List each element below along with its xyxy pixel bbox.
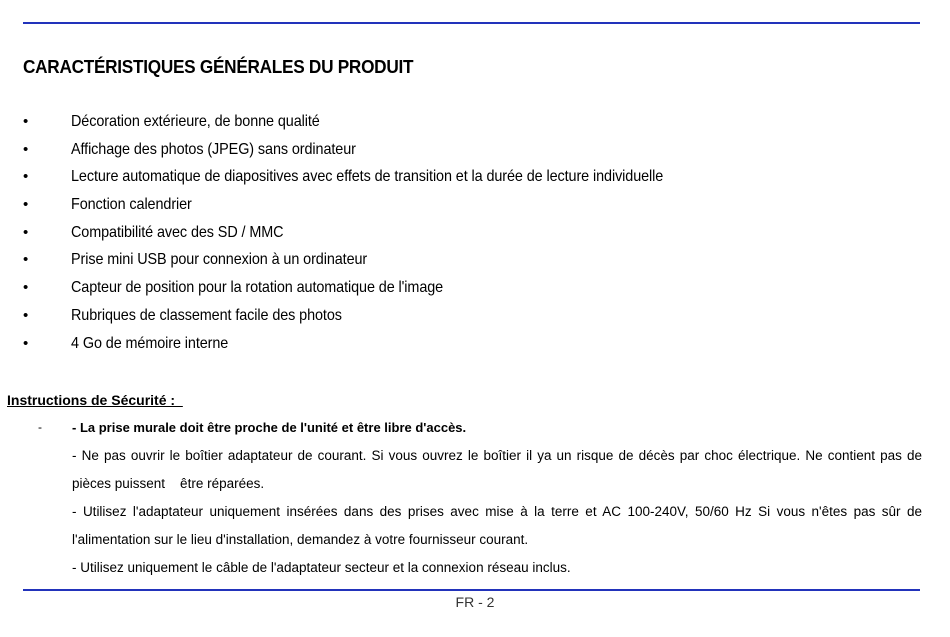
- list-item: [0, 219, 950, 247]
- bullet-icon: •: [23, 306, 29, 324]
- bottom-rule: [23, 589, 920, 591]
- feature-text: Capteur de position pour la rotation automatique de l'image: [71, 279, 444, 297]
- bullet-icon: •: [23, 334, 29, 352]
- section-title: CARACTÉRISTIQUES GÉNÉRALES DU PRODUIT: [23, 56, 414, 77]
- feature-text: Compatibilité avec des SD / MMC: [71, 223, 284, 241]
- safety-line: - La prise murale doit être proche de l'unité et être libre d'accès.: [72, 420, 467, 435]
- feature-text: Fonction calendrier: [71, 196, 192, 214]
- feature-text: Rubriques de classement facile des photos: [71, 306, 342, 324]
- bullet-icon: •: [23, 251, 29, 269]
- bullet-icon: •: [23, 168, 29, 186]
- list-item: [0, 108, 950, 136]
- bullet-icon: •: [23, 140, 29, 158]
- top-rule: [23, 22, 920, 24]
- bullet-icon: •: [23, 113, 29, 130]
- list-item: [0, 246, 950, 274]
- dash-marker: -: [38, 420, 42, 434]
- feature-list: [0, 108, 950, 357]
- feature-text: 4 Go de mémoire interne: [71, 334, 229, 352]
- list-item: [0, 274, 950, 302]
- list-item: [0, 136, 950, 164]
- safety-heading: Instructions de Sécurité :: [7, 392, 183, 408]
- bullet-icon: •: [23, 196, 29, 214]
- bullet-icon: •: [23, 279, 29, 297]
- page-number: FR - 2: [455, 594, 495, 610]
- safety-line: pièces puissent être réparées.: [72, 476, 265, 491]
- bullet-icon: •: [23, 223, 29, 241]
- feature-text: Décoration extérieure, de bonne qualité: [71, 113, 320, 130]
- safety-line: - Utilisez l'adaptateur uniquement insérées dans des prises avec mise à la terre et AC 100-240V, 50/60 Hz Si vous n'êtes pas sûr de: [72, 504, 922, 519]
- feature-text: Prise mini USB pour connexion à un ordinateur: [71, 251, 368, 269]
- list-item: [0, 163, 950, 191]
- list-item: [0, 330, 950, 358]
- list-item: [0, 302, 950, 330]
- safety-line: - Ne pas ouvrir le boîtier adaptateur de courant. Si vous ouvrez le boîtier il ya un risque de décès par choc électrique. Ne contient pas de: [72, 448, 922, 463]
- feature-text: Affichage des photos (JPEG) sans ordinateur: [71, 140, 356, 158]
- feature-text: Lecture automatique de diapositives avec effets de transition et la durée de lecture individuelle: [71, 168, 664, 186]
- list-item: [0, 191, 950, 219]
- safety-line: l'alimentation sur le lieu d'installation, demandez à votre fournisseur courant.: [72, 532, 529, 547]
- safety-line: - Utilisez uniquement le câble de l'adaptateur secteur et la connexion réseau inclus.: [72, 560, 571, 575]
